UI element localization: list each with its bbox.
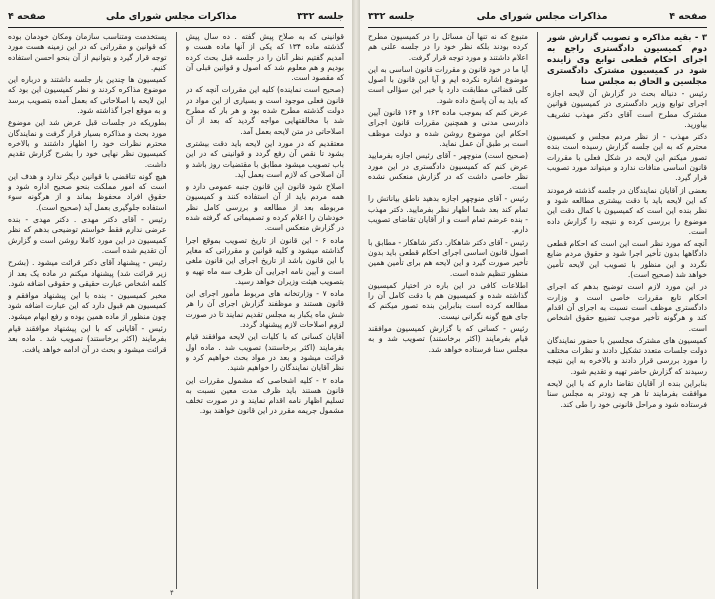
right-page	[360, 0, 715, 599]
paragraph: قوانینی که به صلاح پیش گفته . ده سال پیش گذشته ماده ۱۳۴ که یکی از آنها ماده هست و آمدیم گفتیم نظر آنان را در جلسه قبل بحث کرده بودیم و هم معلوم شد که اصول و قوانین قبلی آن که مقصود است.	[185, 32, 344, 83]
paragraph: دکتر مهذب - از نظر مردم مجلس و کمیسیون محترم که به این جلسه گزارش رسیده است بنده تصور میکنم این لایحه در شکل فعلی با مقررات قانون اساسی منافات ندارد و میتواند مورد تصویب قرار گیرد.	[547, 132, 707, 183]
paragraph: آنچه که مورد نظر است این است که احکام قطعی دادگاهها بدون تأخیر اجرا شود و حقوق مردم ضایع نگردد و این منظور با تصویب این لایحه تأمین خواهد شد (صحیح است).	[547, 239, 707, 280]
right-session-label: جلسه ۳۳۲	[368, 10, 415, 22]
left-page-column-right	[186, 32, 345, 589]
paragraph: ماده ۲ - کلیه اشخاصی که مشمول مقررات این قانون هستند باید ظرف مدت معین نسبت به تسلیم اظهار نامه اقدام نمایند و در صورت تخلف مشمول جریمه مقرر در این قانون خواهند بود.	[185, 375, 344, 416]
paragraph: آیا ما در خود قانون و مقررات قانون اساسی به این موضوع اشاره نکرده ایم و آیا این قانون با اصول کلی قضائی مطابقت دارد یا خیر این سؤالی است که باید به آن پاسخ داده شود.	[368, 64, 528, 105]
right-page-header	[368, 7, 707, 28]
paragraph: بعضی از آقایان نمایندگان در جلسه گذشته فرمودند که این لایحه باید با دقت بیشتری مطالعه شود و نظر بنده این است که کمیسیون با کمال دقت این موضوع را بررسی کرده و نتیجه را گزارش داده است.	[547, 185, 707, 236]
paragraph: رئیس - آقایانی که با این پیشنهاد موافقند قیام بفرمایند (اکثر برخاستند) تصویب شد . ماده بعد قرائت میشود و بحث در آن ادامه خواهد یافت.	[8, 324, 167, 354]
paragraph: (صحیح است نماینده) کلیه این مقررات آنچه که در قانون فعلی موجود است و بسیاری از این مواد در دولت گذشته مطرح شده بود و هر بار که مطرح شد با مخالفتهایی مواجه گردید که بعد از آن اصلاحاتی در متن لایحه بعمل آمد.	[185, 85, 344, 136]
left-journal-title: مذاکرات مجلس شورای ملی	[105, 10, 237, 22]
paragraph: اصلاح شود قانون این قانون جنبه عمومی دارد و همه مردم باید از آن استفاده کنند و کمیسیون مربوطه بعد از مطالعه و بررسی کامل نظر خودشان را اعلام کرده و تصمیماتی که گرفته شده در گزارش منعکس است.	[185, 182, 344, 233]
paragraph: آقایان کسانی که با کلیات این لایحه موافقند قیام بفرمایند (اکثر برخاستند) تصویب شد . ماده اول قرائت میشود و بعد در مواد بحث خواهیم کرد و نظر آقایان نمایندگان را خواهیم شنید.	[185, 332, 344, 373]
paragraph: رئیس - پیشنهاد آقای دکتر قرائت میشود . (بشرح زیر قرائت شد) پیشنهاد میکنم در ماده یک بعد از کلمه اشخاص عبارت حقیقی و حقوقی اضافه شود.	[8, 258, 167, 288]
paragraph: کمیسیون های مشترک مجلسین با حضور نمایندگان دولت جلسات متعدد تشکیل دادند و نظرات مختلف را مورد بررسی قرار دادند و بالاخره به این نتیجه رسیدند که گزارش حاضر تهیه و تقدیم شود.	[547, 335, 707, 376]
right-journal-title: مذاکرات مجلس شورای ملی	[476, 10, 608, 22]
paragraph: معتقدیم که در مورد این لایحه باید دقت بیشتری بشود تا نقص آن رفع گردد و قوانینی که در این باب تصویب میشود مطابق با مقتضیات روز باشد و آن اصلاحی که لازم است بعمل آید.	[185, 138, 344, 179]
paragraph: عرض کنم که بموجب ماده ۱۶۳ و ۱۶۴ قانون آیین دادرسی مدنی و همچنین مقررات قانون اجرای احکام این موضوع روشن شده و دولت موظف است بر طبق آن عمل نماید.	[368, 108, 528, 148]
paragraph: بنابراین بنده از آقایان تقاضا دارم که با این لایحه موافقت بفرمایند تا هر چه زودتر به مجلس سنا فرستاده شود و مراحل قانونی خود را طی کند.	[547, 379, 707, 409]
paragraph: بطوریکه در جلسات قبل عرض شد این موضوع مورد بحث و مذاکره بسیار قرار گرفت و نمایندگان محترم نظرات خود را اظهار داشتند و بالاخره کمیسیون نظر نهایی خود را بشرح گزارش تقدیم داشت.	[8, 118, 167, 169]
paragraph: کمیسیون ها چندین بار جلسه داشتند و درباره این موضوع مذاکره کردند و نظر کمیسیون این بود که این لایحه با اصلاحاتی که بعمل آمده بتصویب برسد و به موقع اجرا گذاشته شود.	[8, 75, 167, 116]
paragraph: هیچ گونه تناقضی با قوانین دیگر ندارد و هدف این است که امور مملکت بنحو صحیح اداره شود و حقوق افراد محفوظ بماند و از هرگونه سوء استفاده جلوگیری بعمل آید (صحیح است).	[8, 171, 167, 212]
left-page-label: صفحه ۴	[8, 10, 46, 22]
left-page-columns	[8, 32, 344, 589]
paragraph: متبوع که نه تنها آن مسائل را در کمیسیون مطرح کرده بودند بلکه نظر خود را در جلسه علنی هم اعلام داشتند و مورد توجه قرار گرفت.	[368, 32, 528, 62]
paragraph: (صحیح است) منوچهر - آقای رئیس اجازه بفرمایید عرض کنم که کمیسیون دادگستری در این مورد نظر خاصی داشت که در گزارش منعکس نشده است.	[368, 151, 528, 192]
right-page-columns	[368, 32, 707, 589]
paragraph: رئیس - آقای دکتر شاهکار. دکتر شاهکار - مطابق با اصول قانون اساسی اجرای احکام قطعی باید بدون تأخیر صورت گیرد و این لایحه هم برای تأمین همین منظور تنظیم شده است.	[368, 237, 528, 278]
left-page-header	[8, 7, 344, 28]
paragraph: مخبر کمیسیون - بنده با این پیشنهاد موافقم و کمیسیون هم قبول دارد که این عبارت اضافه شود چون منظور از ماده همین بوده و رفع ابهام میشود.	[8, 291, 167, 321]
paragraph: رئیس - کسانی که با گزارش کمیسیون موافقند قیام بفرمایند (اکثر برخاستند) تصویب شد و به مجلس سنا فرستاده خواهد شد.	[368, 324, 528, 354]
paragraph: رئیس - آقای دکتر مهدی . دکتر مهدی - بنده عرضی ندارم فقط خواستم توضیحی بدهم که نظر کمیسیون در این مورد کاملا روشن است و گزارش آن تقدیم شده است.	[8, 215, 167, 255]
left-session-label: جلسه ۳۳۲	[297, 10, 344, 22]
right-page-column-left	[368, 32, 528, 589]
paragraph: اطلاعات کافی در این باره در اختیار کمیسیون گذاشته شده و کمیسیون هم با دقت کامل آن را مطالعه کرده است بنابراین بنده تصور میکنم که جای هیچ گونه نگرانی نیست.	[368, 280, 528, 321]
paragraph: ماده ۶ - این قانون از تاریخ تصویب بموقع اجرا گذاشته میشود و کلیه قوانین و مقرراتی که مغایر با این قانون باشد از تاریخ اجرای این قانون ملغی است و آیین نامه اجرایی آن ظرف سه ماه تهیه و بتصویب هیئت وزیران خواهد رسید.	[185, 235, 344, 286]
right-page-column-right	[547, 32, 707, 589]
paragraph: رئیس - آقای منوچهر اجازه بدهید ناطق بیاناتش را تمام کند بعد شما اظهار نظر بفرمایید. دکتر مهذب - بنده عرضم تمام است و از آقایان تقاضای تصویب دارم.	[368, 194, 528, 235]
section-heading: ۳ - بقیه مذاکره و تصویب گزارش شور دوم کمیسیون دادگستری راجع به اجرای احکام قطعی توابع وی زاینده شود در کمیسیون مشترک دادگستری مجلسین و الحاق به مجلس سنا	[547, 32, 707, 86]
column-divider	[176, 32, 177, 589]
right-page-label: صفحه ۴	[669, 10, 707, 22]
column-divider	[537, 32, 538, 589]
left-page-column-left	[8, 32, 167, 589]
paragraph: در این مورد لازم است توضیح بدهم که اجرای احکام تابع مقررات خاصی است و وزارت دادگستری موظف است نسبت به اجرای آن اقدام کند و هرگونه تأخیر موجب تضییع حقوق اشخاص است.	[547, 282, 707, 333]
paragraph: رئیس - دنباله بحث در گزارش آن لایحه اجازه اجرای توابع وزیر دادگستری در کمیسیون قوانین مشترک مطرح است آقای دکتر مهذب تشریف بیاورید.	[547, 89, 707, 129]
book-gutter	[352, 0, 360, 599]
left-page-footmark: ۴	[170, 589, 174, 597]
paragraph: ماده ۷ - وزارتخانه های مربوط مأمور اجرای این قانون هستند و موظفند گزارش اجرای آن را هر شش ماه یکبار به مجلس تقدیم نمایند تا در صورت لزوم اصلاحات لازم پیشنهاد گردد.	[185, 289, 344, 330]
left-page	[0, 0, 352, 599]
paragraph: پستخدمت ومتناسب سازمان ومکان خودمان بوده که قوانین و مقرراتی که در این زمینه هست مورد توجه قرار گیرد و بتوانیم از آن بنحو احسن استفاده کنیم.	[8, 32, 167, 72]
